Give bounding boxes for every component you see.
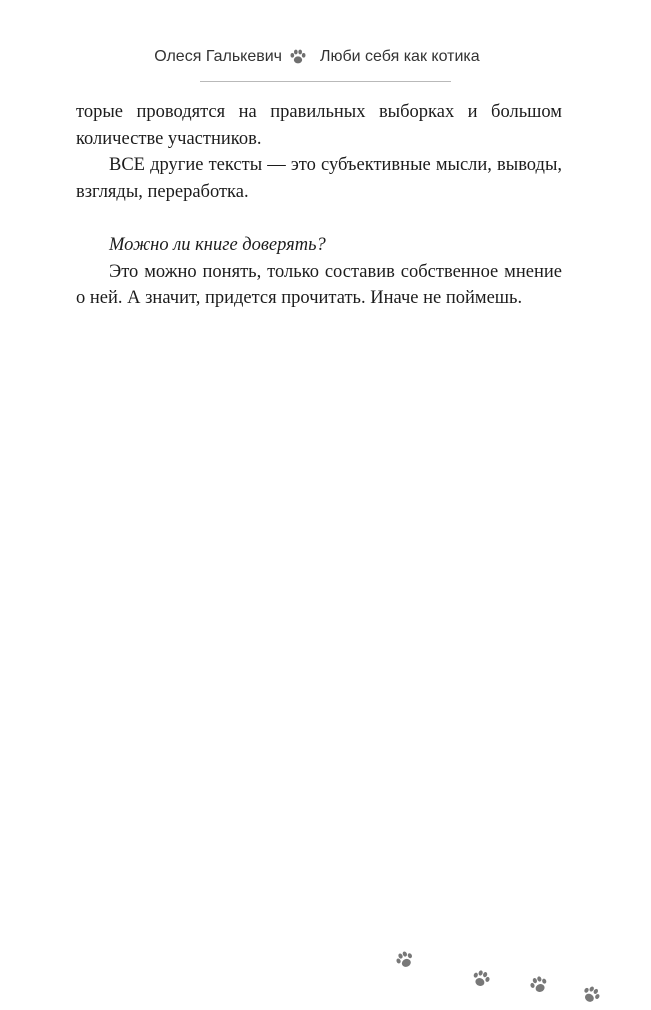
- paw-icon: [525, 971, 553, 999]
- paragraph: ВСЕ другие тексты — это субъективные мысли, выводы, взгляды, переработка.: [76, 155, 562, 202]
- header-book-title: Люби себя как котика: [320, 48, 480, 65]
- page-body: [76, 99, 562, 312]
- paragraph: Это можно понять, только составив собственное мнение о ней. А значит, придется прочитать. Иначе не поймешь.: [76, 261, 562, 308]
- section-question: Можно ли книге доверять?: [109, 235, 326, 255]
- paw-icon: [576, 980, 606, 1010]
- header-divider: [200, 81, 451, 82]
- header-author: Олеся Галькевич: [154, 48, 282, 65]
- paragraph: торые проводятся на правильных выборках и большом количестве участников.: [76, 102, 562, 149]
- running-header: [0, 46, 651, 72]
- paragraph-gap: [76, 205, 562, 232]
- paw-icon: [467, 965, 495, 993]
- paw-icon: [288, 47, 308, 67]
- paw-icon: [390, 945, 419, 974]
